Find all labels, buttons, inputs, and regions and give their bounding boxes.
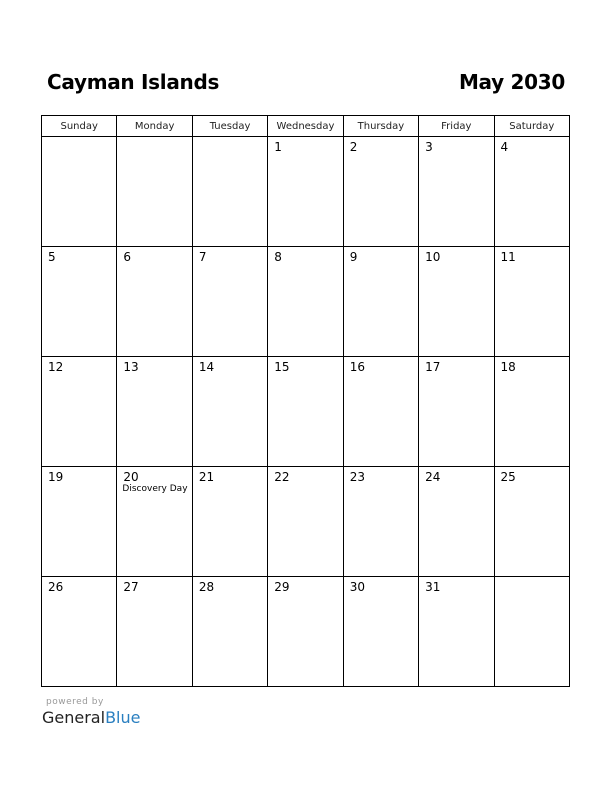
calendar-grid — [41, 115, 570, 687]
day-number: 1 — [274, 140, 282, 154]
brand-blue-text: Blue — [105, 708, 141, 727]
region-title: Cayman Islands — [47, 70, 220, 94]
day-cell — [419, 467, 494, 577]
day-number: 27 — [123, 580, 139, 594]
week-row — [42, 137, 570, 247]
day-number: 10 — [425, 250, 441, 264]
powered-by-label: powered by — [46, 697, 104, 707]
day-cell — [117, 357, 192, 467]
day-number: 6 — [123, 250, 132, 264]
day-cell — [268, 357, 343, 467]
day-cell — [494, 247, 569, 357]
day-number: 2 — [349, 140, 358, 154]
day-cell — [117, 467, 192, 577]
footer-branding — [42, 697, 140, 727]
week-row — [42, 467, 570, 577]
day-cell — [419, 247, 494, 357]
day-cell — [42, 247, 117, 357]
day-cell — [494, 577, 569, 687]
day-number — [193, 137, 267, 140]
day-number: 26 — [48, 580, 64, 594]
day-cell — [192, 357, 267, 467]
week-row — [42, 357, 570, 467]
day-cell — [268, 137, 343, 247]
day-cell — [192, 247, 267, 357]
weekday-header: Friday — [419, 116, 494, 137]
day-number: 8 — [274, 250, 282, 264]
day-number: 15 — [274, 360, 290, 374]
day-cell — [192, 577, 267, 687]
day-cell — [419, 577, 494, 687]
day-number: 18 — [500, 360, 516, 374]
day-number: 13 — [123, 360, 139, 374]
week-row — [42, 247, 570, 357]
day-cell — [268, 247, 343, 357]
day-cell — [192, 137, 267, 247]
day-number: 22 — [274, 470, 290, 484]
day-cell — [268, 577, 343, 687]
day-cell — [419, 137, 494, 247]
holiday-label: Discovery Day — [122, 484, 188, 494]
day-number: 20 — [123, 470, 139, 484]
day-number: 4 — [500, 140, 509, 154]
day-number: 16 — [349, 360, 365, 374]
generalblue-logo — [42, 708, 140, 727]
day-cell — [343, 577, 418, 687]
day-number: 9 — [349, 250, 358, 264]
month-title: May 2030 — [458, 70, 565, 94]
day-number: 21 — [198, 470, 215, 484]
day-number: 12 — [48, 360, 64, 374]
day-number: 30 — [349, 580, 365, 594]
day-number — [117, 137, 191, 140]
weekday-header: Tuesday — [192, 116, 267, 137]
weekday-header: Thursday — [343, 116, 418, 137]
day-cell — [117, 247, 192, 357]
day-cell — [494, 137, 569, 247]
weekday-header: Sunday — [42, 116, 117, 137]
day-number: 29 — [274, 580, 290, 594]
day-number: 31 — [425, 580, 441, 594]
day-cell — [117, 137, 192, 247]
day-cell — [42, 577, 117, 687]
day-number: 3 — [425, 140, 433, 154]
day-number: 7 — [198, 250, 207, 264]
day-number: 23 — [349, 470, 365, 484]
weekday-header: Wednesday — [268, 116, 343, 137]
weekday-header-row — [42, 116, 570, 137]
day-cell — [117, 577, 192, 687]
day-cell — [343, 467, 418, 577]
day-cell — [192, 467, 267, 577]
day-number: 11 — [500, 250, 516, 264]
day-cell — [42, 467, 117, 577]
day-cell — [42, 357, 117, 467]
day-cell — [343, 137, 418, 247]
day-number: 25 — [500, 470, 516, 484]
week-row — [42, 577, 570, 687]
day-number: 5 — [48, 250, 56, 264]
day-number: 17 — [425, 360, 441, 374]
day-cell — [494, 467, 569, 577]
day-number: 28 — [198, 580, 215, 594]
day-cell — [42, 137, 117, 247]
day-cell — [268, 467, 343, 577]
weekday-header: Saturday — [494, 116, 569, 137]
day-cell — [343, 357, 418, 467]
day-cell — [419, 357, 494, 467]
day-number — [42, 137, 116, 140]
day-cell — [494, 357, 569, 467]
brand-general-text: General — [42, 708, 106, 727]
day-number — [495, 577, 569, 580]
day-number: 24 — [425, 470, 441, 484]
weekday-header: Monday — [117, 116, 192, 137]
day-number: 14 — [198, 360, 215, 374]
day-cell — [343, 247, 418, 357]
day-number: 19 — [48, 470, 64, 484]
